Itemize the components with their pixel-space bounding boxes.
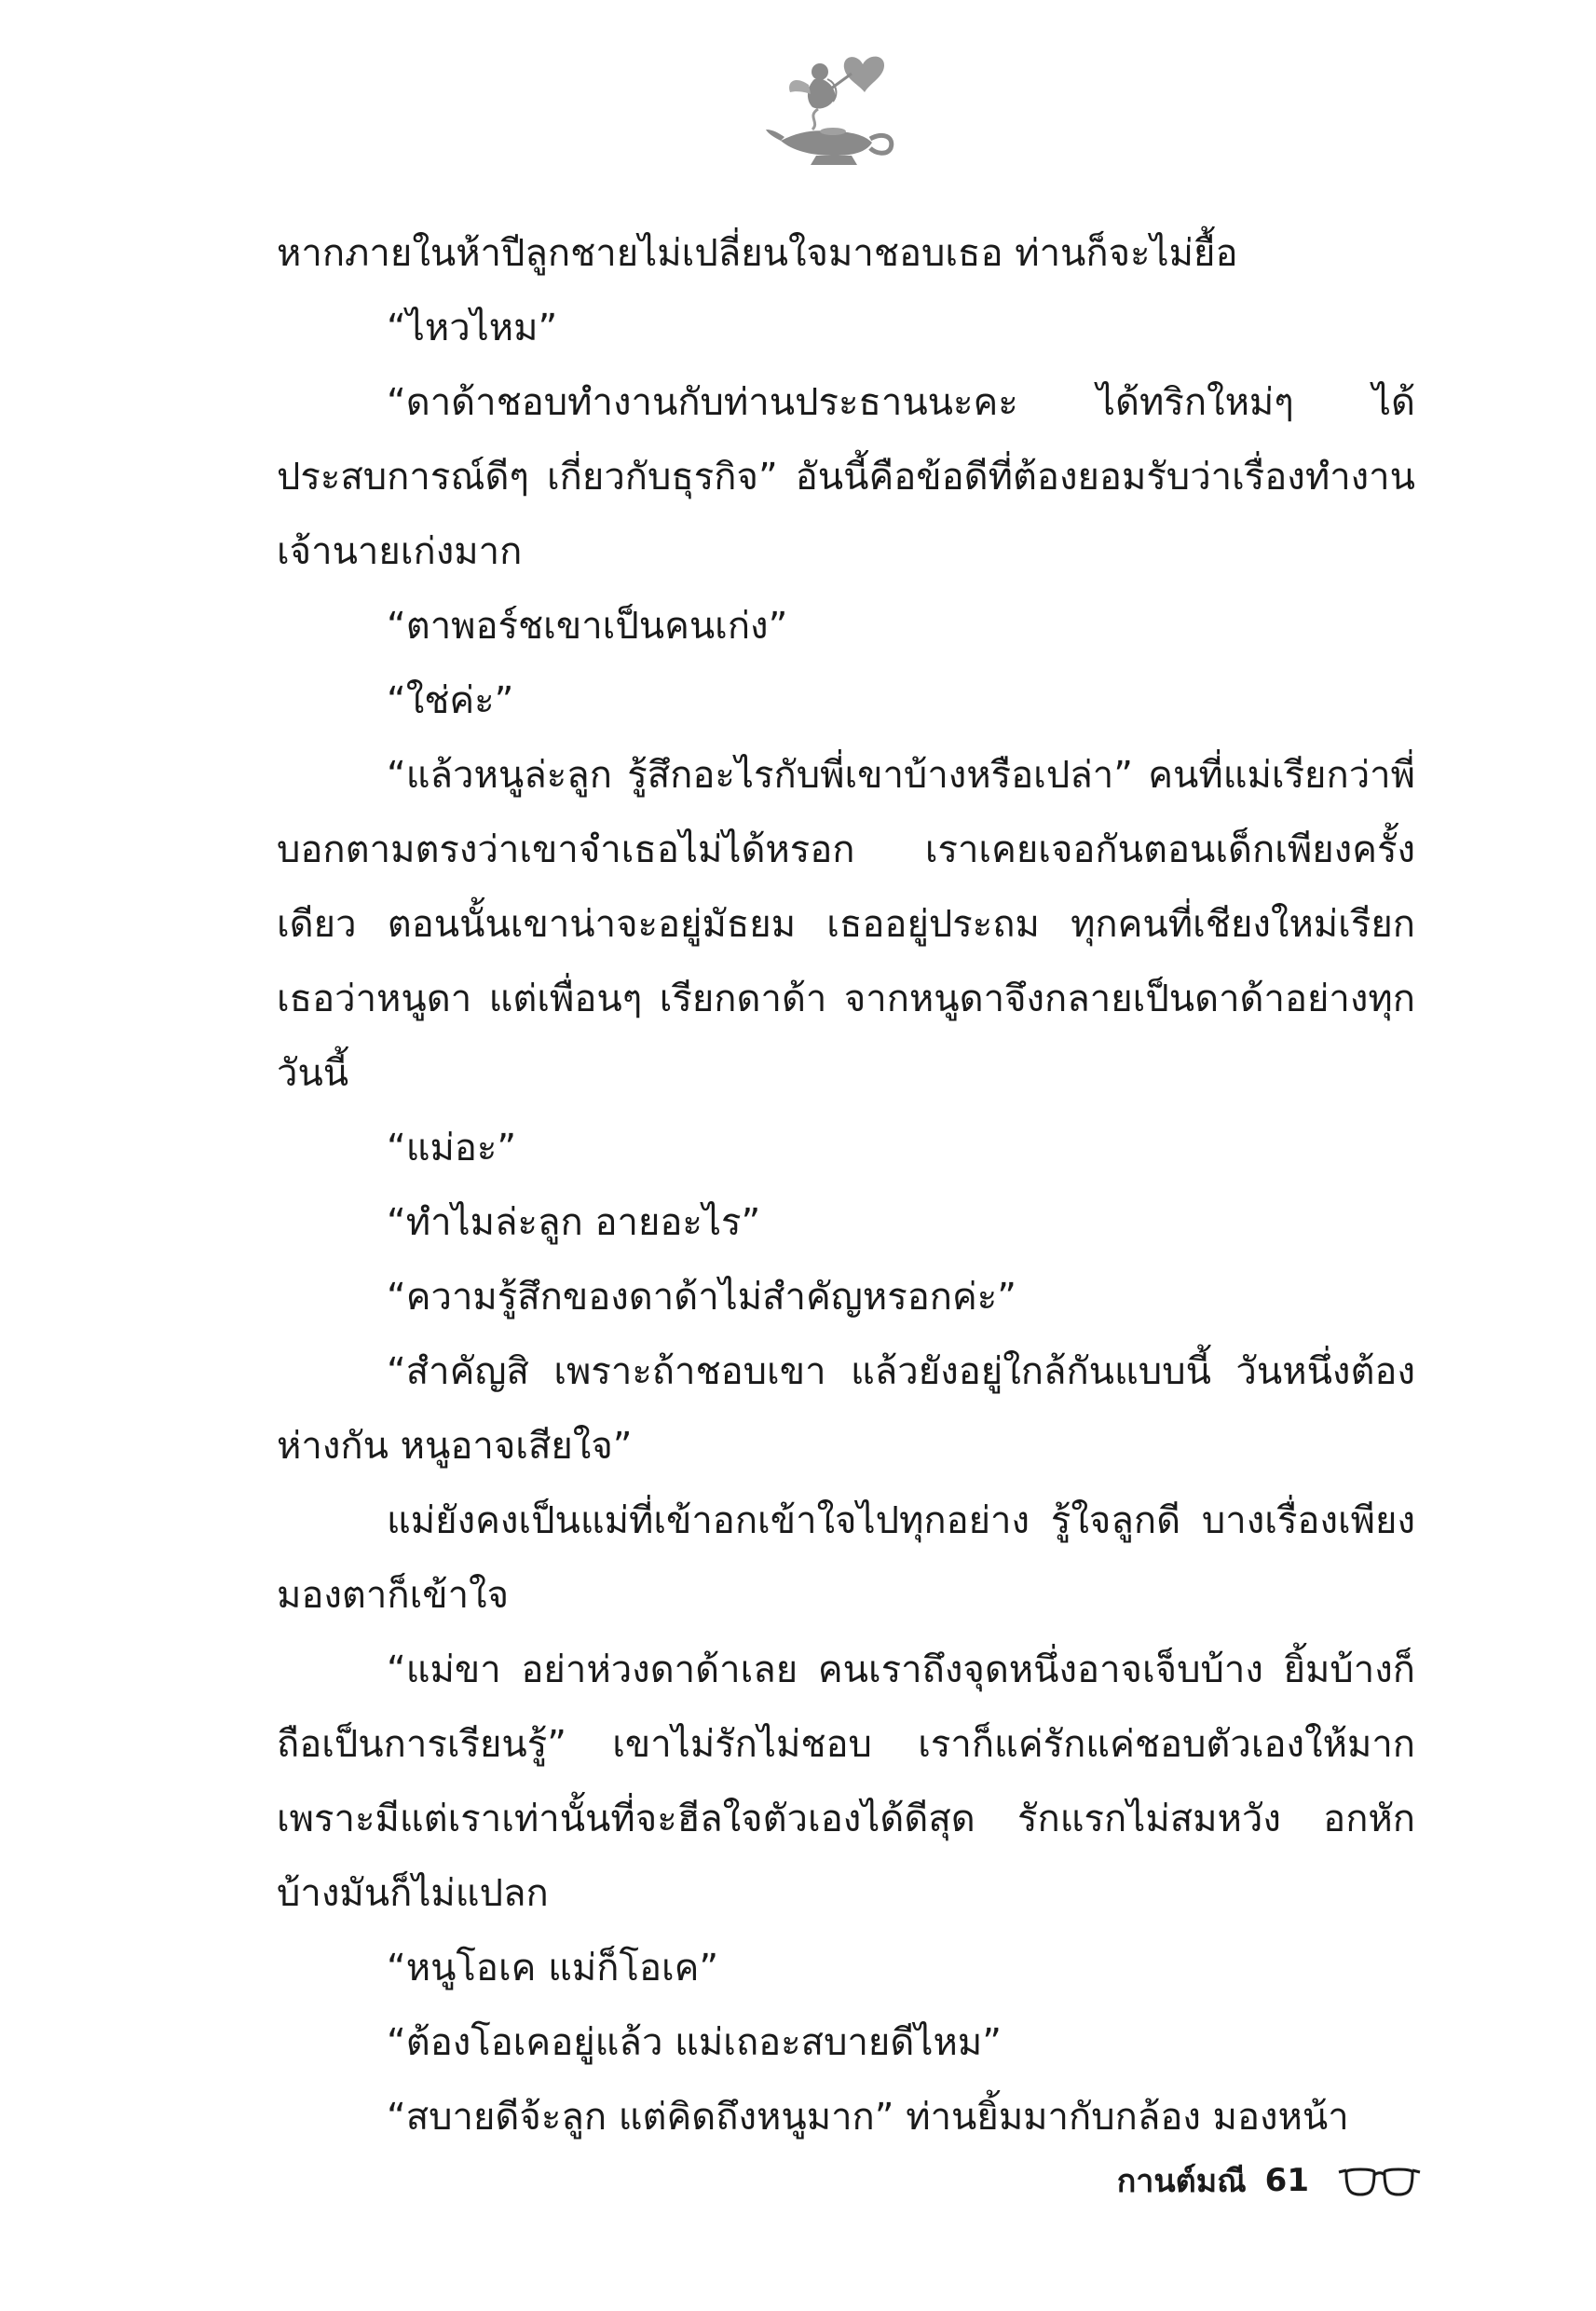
- paragraph-1: หากภายในห้าปีลูกชายไม่เปลี่ยนใจมาชอบเธอ ท่านก็จะไม่ยื้อ: [277, 232, 1238, 275]
- paragraph-10: “สำคัญสิ เพราะถ้าชอบเขา แล้วยังอยู่ใกล้กันแบบนี้ วันหนึ่งต้องห่างกัน หนูอาจเสียใจ”: [277, 1350, 1415, 1468]
- paragraph-6: “แล้วหนูล่ะลูก รู้สึกอะไรกับพี่เขาบ้างหรือเปล่า” คนที่แม่เรียกว่าพี่ บอกตามตรงว่าเขาจำเธอไม่ได้หรอก เราเคยเจอกันตอนเด็กเพียงครั้งเดียว ตอนนั้นเขาน่าจะอยู่มัธยม เธออยู่ประถม ทุกคนที่เชียงใหม่เรียกเธอว่าหนูดา แต่เพื่อนๆ เรียกดาด้า จากหนูดาจึงกลายเป็นดาด้าอย่างทุกวันนี้: [277, 754, 1415, 1095]
- paragraph-12: “แม่ขา อย่าห่วงดาด้าเลย คนเราถึงจุดหนึ่งอาจเจ็บบ้าง ยิ้มบ้างก็ถือเป็นการเรียนรู้” เขาไม่รักไม่ชอบ เราก็แค่รักแค่ชอบตัวเองให้มากเพราะมีแต่เราเท่านั้นที่จะฮีลใจตัวเองได้ดีสุด รักแรกไม่สมหวัง อกหักบ้างมันก็ไม่แปลก: [277, 1648, 1415, 1915]
- teapot-cupid-ornament-icon: [762, 51, 902, 172]
- paragraph-2: “ไหวไหม”: [387, 307, 558, 349]
- page-number: 61: [1264, 2162, 1309, 2199]
- paragraph-15: “สบายดีจ้ะลูก แต่คิดถึงหนูมาก” ท่านยิ้มมากับกล้อง มองหน้า: [387, 2096, 1349, 2139]
- author-name: กานต์มณี: [1116, 2163, 1247, 2200]
- paragraph-7: “แม่อะ”: [387, 1127, 517, 1169]
- paragraph-14: “ต้องโอเคอยู่แล้ว แม่เถอะสบายดีไหม”: [387, 2021, 1002, 2064]
- paragraph-3: “ดาด้าชอบทำงานกับท่านประธานนะคะ ได้ทริกใหม่ๆ ได้ประสบการณ์ดีๆ เกี่ยวกับธุรกิจ” อันนี้คือข้อดีที่ต้องยอมรับว่าเรื่องทำงานเจ้านายเก่งมาก: [277, 381, 1415, 573]
- paragraph-5: “ใช่ค่ะ”: [387, 679, 514, 722]
- paragraph-8: “ทำไมล่ะลูก อายอะไร”: [387, 1201, 761, 1244]
- paragraph-9: “ความรู้สึกของดาด้าไม่สำคัญหรอกค่ะ”: [387, 1276, 1016, 1319]
- glasses-icon: [1335, 2163, 1424, 2198]
- body-text: [277, 216, 1415, 2154]
- paragraph-13: “หนูโอเค แม่ก็โอเค”: [387, 1947, 719, 1990]
- page-footer: [1117, 2153, 1424, 2208]
- paragraph-4: “ตาพอร์ชเขาเป็นคนเก่ง”: [387, 605, 788, 648]
- paragraph-11: แม่ยังคงเป็นแม่ที่เข้าอกเข้าใจไปทุกอย่าง รู้ใจลูกดี บางเรื่องเพียงมองตาก็เข้าใจ: [277, 1499, 1415, 1617]
